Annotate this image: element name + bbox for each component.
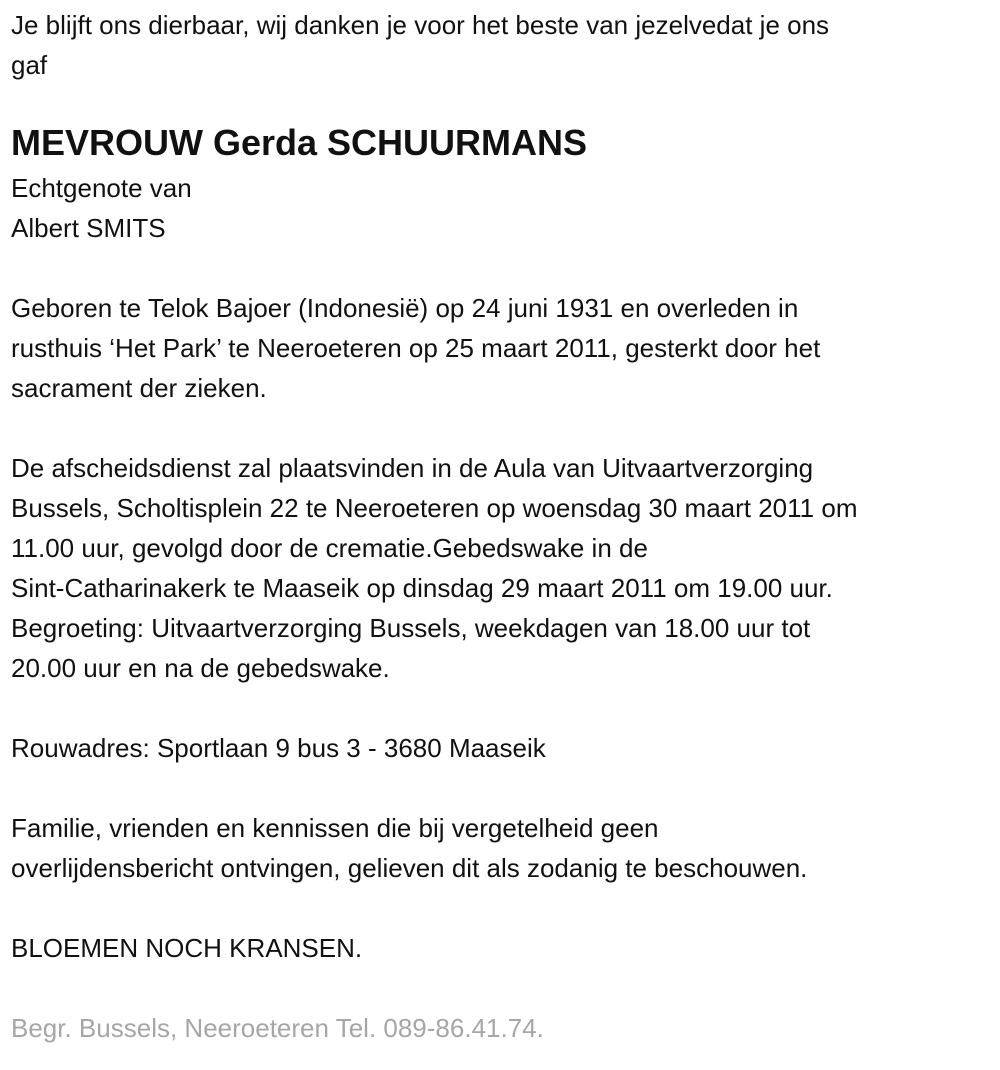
deceased-name: MEVROUW Gerda SCHUURMANS <box>11 122 588 163</box>
text-line: 11.00 uur, gevolgd door de crematie.Gebedswake in de <box>11 533 648 563</box>
text-line: Geboren te Telok Bajoer (Indonesië) op 24 juni 1931 en overleden in <box>11 293 799 323</box>
text-line: rusthuis ‘Het Park’ te Neeroeteren op 25 maart 2011, gesterkt door het <box>11 333 821 363</box>
notice-paragraph <box>11 808 1000 888</box>
text-line: Familie, vrienden en kennissen die bij vergetelheid geen <box>11 813 659 843</box>
text-line: De afscheidsdienst zal plaatsvinden in de Aula van Uitvaartverzorging <box>11 453 814 483</box>
spouse <box>11 168 1000 248</box>
flowers-note: BLOEMEN NOCH KRANSEN. <box>11 933 363 963</box>
motto-line: gaf <box>11 50 48 80</box>
motto <box>11 5 1000 85</box>
text-line: sacrament der zieken. <box>11 373 267 403</box>
text-line: Begroeting: Uitvaartverzorging Bussels, weekdagen van 18.00 uur tot <box>11 613 811 643</box>
text-line: 20.00 uur en na de gebedswake. <box>11 653 390 683</box>
service-paragraph <box>11 448 1000 688</box>
spouse-line: Albert SMITS <box>11 213 166 243</box>
mourning-address: Rouwadres: Sportlaan 9 bus 3 - 3680 Maaseik <box>11 733 546 763</box>
motto-line: Je blijft ons dierbaar, wij danken je voor het beste van jezelvedat je ons <box>11 10 830 40</box>
spouse-line: Echtgenote van <box>11 173 192 203</box>
birth-death-paragraph <box>11 288 1000 408</box>
text-line: overlijdensbericht ontvingen, gelieven dit als zodanig te beschouwen. <box>11 853 808 883</box>
text-line: Sint-Catharinakerk te Maaseik op dinsdag 29 maart 2011 om 19.00 uur. <box>11 573 833 603</box>
text-line: Bussels, Scholtisplein 22 te Neeroeteren op woensdag 30 maart 2011 om <box>11 493 858 523</box>
funeral-home-footer: Begr. Bussels, Neeroeteren Tel. 089-86.41.74. <box>11 1013 544 1043</box>
